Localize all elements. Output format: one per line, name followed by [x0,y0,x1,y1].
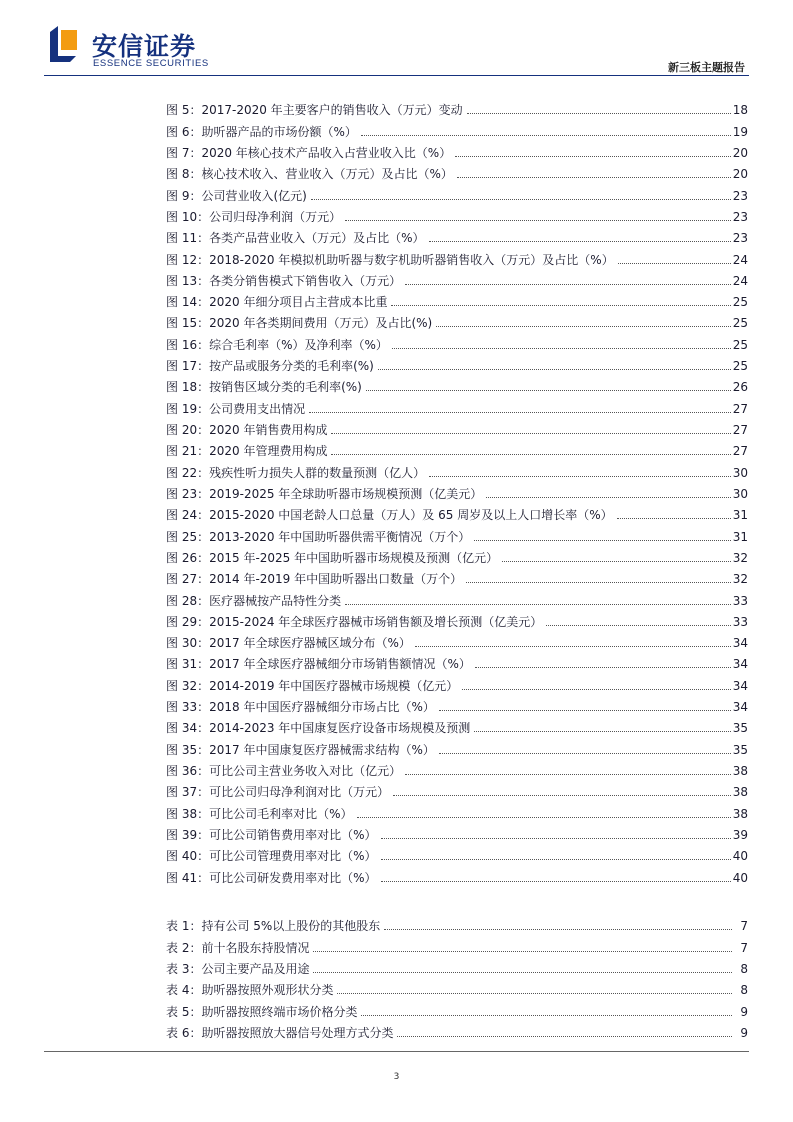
toc-figure-entry[interactable] [166,331,748,352]
toc-figure-entry[interactable] [166,140,748,161]
toc-table-entry-page: 9 [740,1004,748,1019]
toc-figure-entry-page: 23 [732,188,748,203]
toc-figure-entry[interactable] [166,289,748,310]
dot-leader [381,859,731,860]
toc-table-entry-page: 7 [740,940,748,955]
toc-figure-entry-page: 20 [732,167,748,182]
dot-leader [502,561,731,562]
toc-figure-entry[interactable] [166,459,748,480]
toc-figure-entry[interactable] [166,523,748,544]
toc-figure-entry-label: 图 36：可比公司主营业务收入对比（亿元） [166,764,402,778]
toc-table-entry-page: 9 [740,1025,748,1040]
dot-leader [405,284,731,285]
figures-toc [166,97,748,886]
dot-leader [331,454,730,455]
toc-figure-entry-label: 图 11：各类产品营业收入（万元）及占比（%） [166,231,425,246]
dot-leader [429,476,731,477]
toc-table-entry[interactable] [166,977,748,998]
toc-figure-entry[interactable] [166,800,748,821]
toc-figure-entry[interactable] [166,118,748,139]
toc-figure-entry-label: 图 28：医疗器械按产品特性分类 [166,593,342,608]
dot-leader [337,993,732,994]
toc-figure-entry-page: 35 [732,721,748,736]
toc-figure-entry-label: 图 33：2018 年中国医疗器械细分市场占比（%） [166,700,435,715]
dot-leader [357,817,731,818]
toc-figure-entry-page: 23 [732,209,748,224]
toc-table-entry[interactable] [166,934,748,955]
dot-leader [439,753,731,754]
toc-table-entry-label: 表 6：助听器按照放大器信号处理方式分类 [166,1025,394,1040]
toc-figure-entry-label: 图 6：助听器产品的市场份额（%） [166,124,357,139]
dot-leader [313,972,732,973]
toc-figure-entry[interactable] [166,225,748,246]
toc-figure-entry-page: 34 [732,678,748,693]
dot-leader [361,1015,732,1016]
dot-leader [617,518,731,519]
toc-figure-entry[interactable] [166,651,748,672]
dot-leader [429,241,731,242]
toc-figure-entry[interactable] [166,182,748,203]
toc-figure-entry[interactable] [166,736,748,757]
dot-leader [546,625,730,626]
toc-figure-entry-page: 24 [732,273,748,288]
toc-figure-entry-page: 38 [732,806,748,821]
dot-leader [405,774,731,775]
dot-leader [391,305,730,306]
toc-figure-entry[interactable] [166,417,748,438]
dot-leader [436,326,731,327]
toc-figure-entry-page: 32 [732,572,748,587]
toc-figure-entry-label: 图 35：2017 年中国康复医疗器械需求结构（%） [166,742,435,757]
toc-table-entry-page: 7 [740,919,748,934]
toc-figure-entry[interactable] [166,502,748,523]
page-number: 3 [393,1072,400,1082]
toc-figure-entry-label: 图 20：2020 年销售费用构成 [166,423,328,437]
toc-figure-entry[interactable] [166,161,748,182]
toc-figure-entry-label: 图 37：可比公司归母净利润对比（万元） [166,785,390,800]
toc-figure-entry-label: 图 23：2019-2025 年全球助听器市场规模预测（亿美元） [166,486,483,501]
toc-figure-entry[interactable] [166,97,748,118]
toc-figure-entry[interactable] [166,353,748,374]
toc-table-entry[interactable] [166,956,748,977]
dot-leader [618,263,731,264]
toc-figure-entry-page: 25 [732,359,748,374]
toc-figure-entry-label: 图 7：2020 年核心技术产品收入占营业收入比（%） [166,145,452,160]
report-type-label: 新三板主题报告 [668,61,745,74]
toc-figure-entry-page: 20 [732,145,748,160]
dot-leader [392,348,731,349]
toc-figure-entry-page: 19 [732,124,748,139]
toc-figure-entry-page: 33 [732,593,748,608]
toc-figure-entry-label: 图 19：公司费用支出情况 [166,401,306,416]
dot-leader [384,929,732,930]
toc-figure-entry-page: 31 [732,529,748,544]
toc-figure-entry-page: 34 [732,700,748,715]
dot-leader [415,646,731,647]
toc-figure-entry[interactable] [166,310,748,331]
toc-figure-entry-page: 24 [732,252,748,267]
toc-table-entry-label: 表 2：前十名股东持股情况 [166,940,310,955]
toc-figure-entry-page: 23 [732,231,748,246]
toc-figure-entry[interactable] [166,864,748,885]
toc-figure-entry[interactable] [166,268,748,289]
toc-figure-entry-label: 图 38：可比公司毛利率对比（%） [166,806,353,821]
toc-figure-entry-label: 图 8：核心技术收入、营业收入（万元）及占比（%） [166,167,453,182]
toc-figure-entry-page: 27 [732,423,748,437]
toc-figure-entry-page: 25 [732,337,748,352]
toc-figure-entry[interactable] [166,609,748,630]
dot-leader [486,497,730,498]
dot-leader [455,156,731,157]
toc-figure-entry-page: 32 [732,550,748,565]
toc-figure-entry-page: 27 [732,444,748,459]
toc-figure-entry-label: 图 40：可比公司管理费用率对比（%） [166,849,377,864]
toc-table-entry-page: 8 [740,961,748,976]
toc-figure-entry-page: 26 [732,380,748,395]
toc-figure-entry-label: 图 26：2015 年-2025 年中国助听器市场规模及预测（亿元） [166,550,499,565]
toc-figure-entry[interactable] [166,545,748,566]
dot-leader [439,710,731,711]
dot-leader [378,369,731,370]
header-divider [44,75,749,76]
toc-table-entry-label: 表 5：助听器按照终端市场价格分类 [166,1004,358,1019]
dot-leader [474,731,730,732]
toc-figure-entry-page: 18 [732,103,748,118]
toc-figure-entry-page: 30 [732,486,748,501]
toc-figure-entry-label: 图 30：2017 年全球医疗器械区域分布（%） [166,636,411,651]
toc-figure-entry-label: 图 13：各类分销售模式下销售收入（万元） [166,273,402,288]
toc-table-entry-page: 8 [740,983,748,998]
toc-table-entry-label: 表 4：助听器按照外观形状分类 [166,983,334,998]
dot-leader [331,433,730,434]
toc-figure-entry-label: 图 17：按产品或服务分类的毛利率(%) [166,359,374,374]
toc-figure-entry[interactable] [166,715,748,736]
toc-figure-entry-label: 图 16：综合毛利率（%）及净利率（%） [166,337,388,352]
dot-leader [474,540,730,541]
toc-figure-entry-label: 图 21：2020 年管理费用构成 [166,444,328,459]
toc-figure-entry-label: 图 29：2015-2024 年全球医疗器械市场销售额及增长预测（亿美元） [166,614,543,629]
toc-figure-entry-page: 40 [732,870,748,885]
tables-toc [166,913,748,1041]
toc-figure-entry-label: 图 10：公司归母净利润（万元） [166,209,342,224]
toc-figure-entry[interactable] [166,630,748,651]
toc-table-entry[interactable] [166,1020,748,1041]
essence-logo-icon [44,24,84,64]
toc-figure-entry-page: 35 [732,742,748,757]
toc-figure-entry-page: 31 [732,508,748,523]
toc-figure-entry[interactable] [166,395,748,416]
toc-figure-entry-label: 图 27：2014 年-2019 年中国助听器出口数量（万个） [166,572,463,587]
toc-figure-entry-label: 图 31：2017 年全球医疗器械细分市场销售额情况（%） [166,657,471,672]
dot-leader [466,582,731,583]
toc-figure-entry-label: 图 9：公司营业收入(亿元) [166,188,307,203]
toc-figure-entry[interactable] [166,758,748,779]
toc-figure-entry-label: 图 22：残疾性听力损失人群的数量预测（亿人） [166,465,426,480]
toc-figure-entry-label: 图 12：2018-2020 年模拟机助听器与数字机助听器销售收入（万元）及占比（%） [166,252,614,267]
dot-leader [462,689,730,690]
toc-figure-entry-label: 图 32：2014-2019 年中国医疗器械市场规模（亿元） [166,678,459,693]
dot-leader [366,390,731,391]
toc-figure-entry-label: 图 25：2013-2020 年中国助听器供需平衡情况（万个） [166,529,471,544]
dot-leader [397,1036,732,1037]
toc-figure-entry[interactable] [166,822,748,843]
dot-leader [311,199,731,200]
toc-table-entry[interactable] [166,998,748,1019]
toc-figure-entry[interactable] [166,481,748,502]
dot-leader [475,667,731,668]
brand-name-cn: 安信证券 [92,32,197,61]
toc-figure-entry-page: 34 [732,657,748,672]
toc-figure-entry-label: 图 34：2014-2023 年中国康复医疗设备市场规模及预测 [166,721,471,736]
toc-figure-entry-page: 40 [732,849,748,864]
toc-figure-entry-page: 27 [732,401,748,416]
toc-figure-entry-page: 25 [732,316,748,331]
toc-figure-entry-page: 30 [732,465,748,480]
toc-figure-entry-label: 图 41：可比公司研发费用率对比（%） [166,870,377,885]
toc-figure-entry[interactable] [166,438,748,459]
toc-figure-entry[interactable] [166,246,748,267]
toc-figure-entry-label: 图 14：2020 年细分项目占主营成本比重 [166,295,388,310]
toc-figure-entry-page: 33 [732,614,748,629]
toc-figure-entry[interactable] [166,779,748,800]
toc-table-entry-label: 表 1：持有公司 5%以上股份的其他股东 [166,919,381,934]
toc-figure-entry-page: 25 [732,295,748,310]
brand-name-en: ESSENCE SECURITIES [93,58,209,69]
toc-figure-entry[interactable] [166,587,748,608]
toc-figure-entry[interactable] [166,566,748,587]
toc-figure-entry[interactable] [166,374,748,395]
toc-figure-entry-page: 38 [732,785,748,800]
dot-leader [309,412,731,413]
dot-leader [361,135,731,136]
dot-leader [457,177,731,178]
dot-leader [381,838,731,839]
toc-figure-entry-label: 图 39：可比公司销售费用率对比（%） [166,827,377,842]
dot-leader [381,881,731,882]
toc-figure-entry-label: 图 15：2020 年各类期间费用（万元）及占比(%) [166,316,433,331]
toc-figure-entry[interactable] [166,672,748,693]
page-header [0,0,793,80]
dot-leader [345,604,731,605]
dot-leader [345,220,731,221]
toc-figure-entry[interactable] [166,204,748,225]
dot-leader [467,113,731,114]
toc-figure-entry-page: 38 [732,764,748,778]
dot-leader [313,951,732,952]
toc-figure-entry-label: 图 5：2017-2020 年主要客户的销售收入（万元）变动 [166,103,463,118]
footer-divider [44,1051,749,1052]
toc-figure-entry[interactable] [166,843,748,864]
toc-table-entry[interactable] [166,913,748,934]
dot-leader [393,795,731,796]
toc-figure-entry-label: 图 18：按销售区域分类的毛利率(%) [166,380,362,395]
toc-table-entry-label: 表 3：公司主要产品及用途 [166,961,310,976]
toc-figure-entry-label: 图 24：2015-2020 中国老龄人口总量（万人）及 65 周岁及以上人口增长率（%） [166,508,613,523]
toc-figure-entry[interactable] [166,694,748,715]
toc-figure-entry-page: 39 [732,827,748,842]
toc-figure-entry-page: 34 [732,636,748,651]
